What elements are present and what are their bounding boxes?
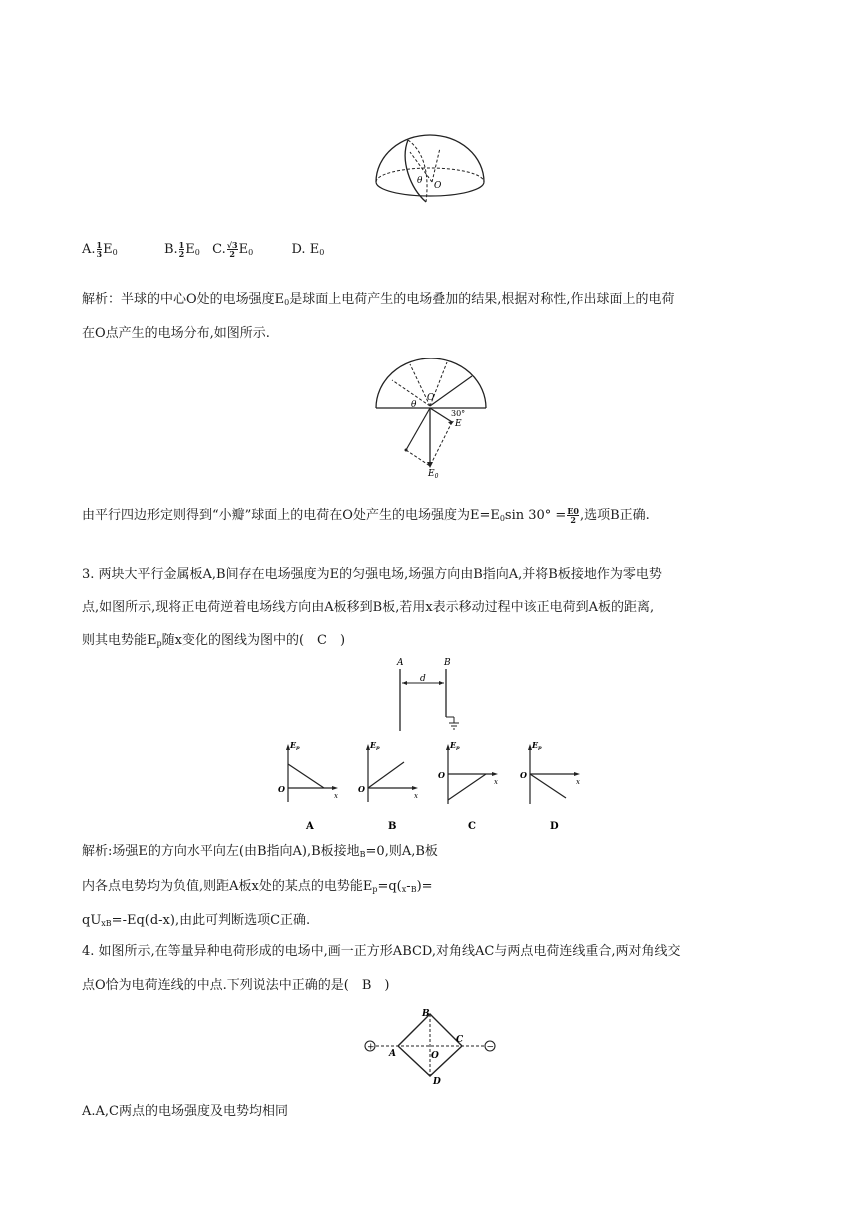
svg-text:O: O [431, 1051, 439, 1061]
q4-line1: 4. 如图所示,在等量异种电荷形成的电场中,画一正方形ABCD,对角线AC与两点电荷连线重合,两对角线交 [82, 944, 681, 959]
svg-text:C: C [456, 1035, 464, 1045]
graph-options-figure [268, 738, 598, 838]
svg-text:x: x [576, 778, 580, 786]
positive-charge-icon: + [367, 1042, 375, 1053]
svg-text:x: x [494, 778, 498, 786]
svg-text:Ep: Ep [370, 740, 380, 751]
analysis3-line1: 解析:场强E的方向水平向左(由B指向A),B板接地$_B$=0,则A,B板 [82, 844, 438, 859]
svg-text:O: O [520, 770, 527, 780]
svg-text:Ep: Ep [290, 740, 300, 751]
hemisphere-o-label: O [434, 181, 442, 191]
graph-d [520, 740, 580, 832]
field-e0-label: $E_0$ [428, 469, 439, 478]
svg-text:x: x [334, 792, 338, 800]
graph-d-caption: D [550, 821, 559, 832]
option-c: C. $\frac{√3}{2}$ $E_0$ [212, 240, 254, 259]
analysis2-line1: 解析：半球的中心O处的电场强度$E_0$是球面上电荷产生的电场叠加的结果,根据对称性,作出球面上的电荷 [82, 292, 675, 307]
q3-line2: 点,如图所示,现将正电荷逆着电场线方向由A板移到B板,若用x表示移动过程中该正电荷到A板的距离, [82, 600, 655, 615]
plates-figure [390, 655, 470, 735]
svg-text:O: O [358, 784, 365, 794]
options-row [82, 241, 324, 261]
analysis2-line2: 在O点产生的电场分布,如图所示. [82, 326, 270, 341]
field-o-label: O [427, 393, 435, 403]
svg-text:B: B [422, 1009, 430, 1019]
graph-b [358, 740, 418, 832]
field-angle-label: 30° [451, 409, 466, 418]
graph-c [438, 740, 498, 832]
svg-text:A: A [389, 1049, 396, 1059]
graph-a [278, 740, 338, 832]
hemisphere-figure [370, 130, 490, 212]
option-d: D. $E_0$ [291, 242, 325, 257]
graph-b-caption: B [388, 821, 397, 832]
svg-text:Ep: Ep [532, 740, 542, 751]
q3-line3: 则其电势能$E_p$随x变化的图线为图中的( C ) [82, 633, 346, 648]
svg-text:x: x [414, 792, 418, 800]
distance-d-label: d [420, 674, 426, 684]
field-distribution-figure [372, 358, 490, 478]
plate-b-label: B [444, 658, 451, 668]
svg-text:Ep: Ep [450, 740, 460, 751]
negative-charge-icon: − [486, 1042, 495, 1053]
plate-a-label: A [397, 658, 404, 668]
q4-line2: 点O恰为电荷连线的中点.下列说法中正确的是( B ) [82, 978, 390, 993]
svg-text:D: D [433, 1077, 441, 1084]
hemisphere-theta-label: θ [417, 176, 423, 186]
graph-c-caption: C [468, 821, 476, 832]
q3-line1: 3. 两块大平行金属板A,B间存在电场强度为E的匀强电场,场强方向由B指向A,并将B板接地作为零电势 [82, 567, 662, 582]
square-charges-figure [360, 1004, 500, 1084]
svg-text:O: O [438, 770, 445, 780]
field-e-label: E [455, 419, 462, 429]
option-a: A. $\frac{1}{3}$ $E_0$ [82, 240, 118, 259]
field-theta-label: θ [411, 400, 417, 410]
analysis3-line3: $qU_{xB}=-Eq(d-x)$,由此可判断选项C正确. [82, 913, 311, 928]
option-b: B. $\frac{1}{2}$ $E_0$ [163, 240, 200, 259]
analysis3-line2: 内各点电势均为负值,则距A板x处的某点的电势能$E_p=q(_x-_B)=$ [82, 879, 433, 894]
graph-a-caption: A [306, 821, 314, 832]
conclusion2-line: 由平行四边形定则得到“小瓣”球面上的电荷在O处产生的电场强度为$E=E_0\sin$ 30° = $\frac{E0}{2}$ ,选项B正确. [82, 506, 650, 525]
svg-text:O: O [278, 784, 285, 794]
q4-option-a: A.A,C两点的电场强度及电势均相同 [82, 1104, 288, 1119]
